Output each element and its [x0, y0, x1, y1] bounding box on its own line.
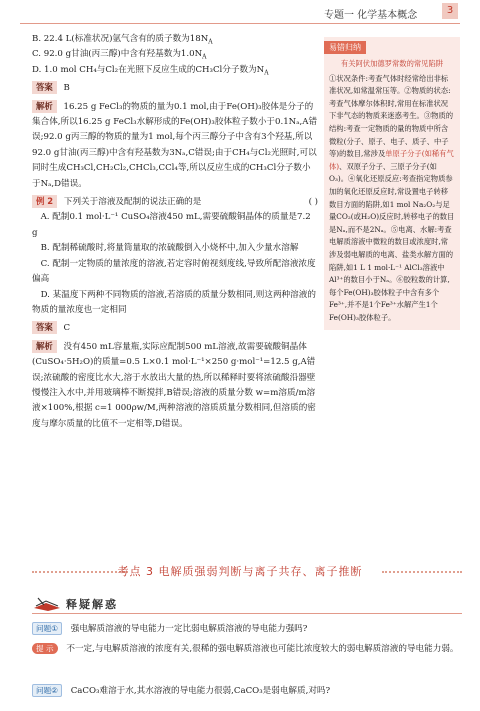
hint-tag: 提 示	[32, 643, 58, 654]
question-text: CaCO₃难溶于水,其水溶液的导电能力很弱,CaCO₃是弱电解质,对吗?	[70, 686, 331, 696]
sidebar-body-part1: ①状况条件:考查气体时经常给出非标准状况,如常温常压等。②物质的状态:考查气体摩尔体积时,常用在标准状况下非气态的物质来迷惑考生。③物质的结构:考查一定物质的量的物质中所含微粒(分子、原子、电子、质子、中子等)的数目,常涉及	[329, 73, 454, 159]
answer-value: B	[63, 83, 70, 94]
header-divider	[20, 23, 460, 24]
question-text: 强电解质溶液的导电能力一定比弱电解质溶液的导电能力强吗?	[70, 624, 308, 634]
example-option-b: B. 配制稀硫酸时,将量筒量取的浓硫酸倒入小烧杯中,加入少量水溶解	[40, 243, 299, 254]
question-1	[32, 622, 462, 637]
example-option-a: A. 配制0.1 mol·L⁻¹ CuSO₄溶液450 mL,需要硫酸铜晶体的质量是7.2 g	[32, 212, 311, 238]
section-divider	[32, 613, 462, 614]
sidebar-heading: 有关阿伏加德罗常数的常见陷阱	[340, 59, 444, 68]
answer-2	[32, 321, 318, 336]
sidebar-body-part2: 、双原子分子、三原子分子(如O₃)。④氧化还原反应:考查指定物质参加的氧化还原反应时,常设置电子转移数目方面的陷阱,如1 mol Na₂O₂与足量CO₂(或H₂O)反应时,转移电子的数目是Nₐ,而不是2Nₐ。⑤电离、水解:考查电解质溶液中微粒的数目或浓度时,常涉及弱电解质的电离、盐类水解方面的陷阱,如1 L 1 mol·L⁻¹ AlCl₃溶液中Al³⁺的数目小于Nₐ。⑥胶粒数的计算,每个Fe(OH)₃胶体粒子中含有多个Fe³⁺,并不是1个Fe³⁺水解产生1个Fe(OH)₃胶体粒子。	[329, 161, 455, 322]
answer-value: C	[63, 323, 71, 334]
example-option-d: D. 某温度下两种不同物质的溶液,若溶质的质量分数相同,则这两种溶液的物质的量浓度也一定相同	[32, 289, 316, 315]
sidebar-highlight: 单原子分子(如稀有气体)	[329, 149, 454, 171]
option-b-sub: A	[208, 38, 213, 46]
option-d-line	[32, 63, 318, 78]
question-tag: 问题①	[32, 622, 62, 635]
option-d-sub: A	[264, 69, 269, 77]
example-stem-text: 下列关于溶液及配制的说法正确的是	[63, 197, 202, 208]
analysis-label: 解析	[32, 100, 57, 113]
hint-text: 不一定,与电解质溶液的浓度有关,很稀的强电解质溶液也可能比浓度较大的弱电解质溶液的导电能力弱。	[66, 644, 459, 654]
option-b-line	[32, 32, 318, 47]
option-c-text: C. 92.0 g甘油(丙三醇)中含有羟基数为1.0N	[32, 49, 203, 60]
option-c-sub: A	[202, 54, 207, 62]
question-2	[32, 684, 462, 699]
chapter-title: 专题一 化学基本概念	[324, 10, 418, 21]
section-title: 释疑解惑	[66, 598, 118, 611]
hint-1	[32, 642, 462, 657]
answer-1	[32, 81, 318, 96]
question-tag: 问题②	[32, 684, 62, 697]
main-column	[32, 32, 318, 432]
example-2-stem	[32, 195, 318, 210]
option-d-text: D. 1.0 mol CH₄与Cl₂在光照下反应生成的CH₃Cl分子数为N	[32, 64, 265, 75]
answer-label: 答案	[32, 81, 57, 94]
book-icon	[32, 594, 62, 612]
analysis-label: 解析	[32, 340, 57, 353]
option-b-text: B. 22.4 L(标准状况)氩气含有的质子数为18N	[32, 34, 209, 44]
example-label: 例 2	[32, 195, 57, 208]
analysis-text: 16.25 g FeCl₃的物质的量为0.1 mol,由于Fe(OH)₃胶体是分子的集合体,所以16.25 g FeCl₃水解形成的Fe(OH)₃胶体粒子数小于0.1Nₐ,A错误;92.0 g丙三醇的物质的量为1 mol,每个丙三醇分子中含有3个羟基,所以92.0 g甘油(丙三醇)中含有羟基数为3Nₐ,C错误;由于CH₄与Cl₂光照时,可以同时生成CH₃Cl,CH₂Cl₂,CHCl₃,CCl₄等,所以反应生成的CH₃Cl分子数小于Nₐ,D错误。	[32, 101, 318, 189]
answer-label: 答案	[32, 321, 57, 334]
analysis-1	[32, 100, 318, 192]
page-number: 3	[442, 3, 458, 19]
answer-blank: ( )	[308, 197, 318, 208]
analysis-2	[32, 340, 318, 432]
kaodian-heading: 考点 3 电解质强弱判断与离子共存、离子推断	[117, 565, 363, 578]
analysis-text: 没有450 mL容量瓶,实际应配制500 mL溶液,故需要硫酸铜晶体(CuSO₄·5H₂O)的质量=0.5 L×0.1 mol·L⁻¹×250 g·mol⁻¹=12.5 g,A错误;浓硫酸的密度比水大,溶于水放出大量的热,所以稀释时要将浓硫酸沿器壁慢慢注入水中,并用玻璃棒不断搅拌,B错误;溶液的质量分数 w=m溶质/m溶液×100%,根据 c=1 000ρw/M,两种溶液的溶质质量分数相同,但溶质的密度与摩尔质量的比值不一定相等,D错误。	[32, 341, 316, 429]
sidebar-note	[324, 37, 460, 330]
page-header	[0, 0, 480, 26]
sidebar-title: 易错归纳	[324, 41, 366, 54]
option-c-line	[32, 47, 318, 62]
sidebar-body	[329, 73, 455, 325]
example-option-c: C. 配制一定物质的量浓度的溶液,若定容时俯视刻度线,导致所配溶液浓度偏高	[32, 258, 316, 285]
